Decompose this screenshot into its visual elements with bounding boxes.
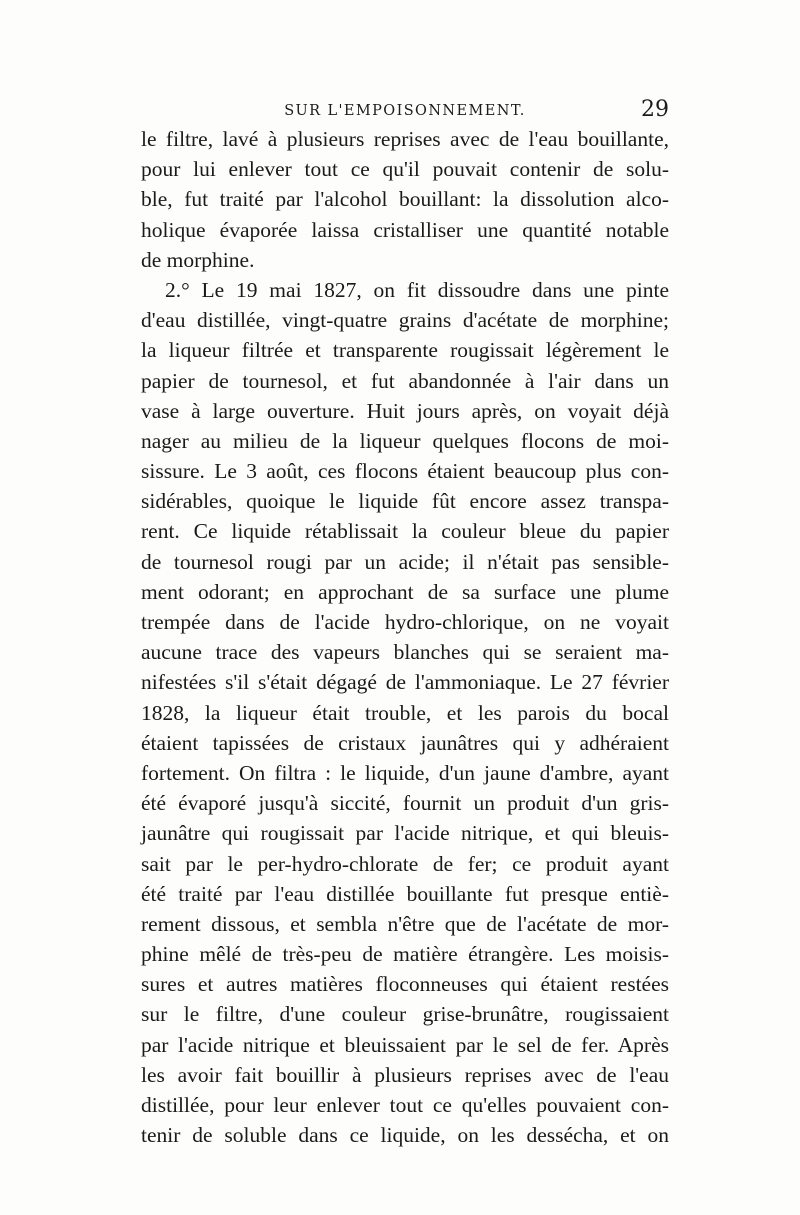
text-line: phine mêlé de très-peu de matière étrangère. Les moisis-: [141, 942, 669, 967]
text-line: holique évaporée laissa cristalliser une quantité notable: [141, 217, 669, 242]
text-line: jaunâtre qui rougissait par l'acide nitrique, et qui bleuis-: [141, 821, 669, 846]
text-line: sait par le per-hydro-chlorate de fer; ce produit ayant: [141, 851, 669, 876]
text-line: trempée dans de l'acide hydro-chlorique, on ne voyait: [141, 610, 669, 634]
text-line: été évaporé jusqu'à siccité, fournit un produit d'un gris-: [141, 791, 669, 816]
text-line: pour lui enlever tout ce qu'il pouvait contenir de solu-: [141, 157, 669, 182]
text-line: les avoir fait bouillir à plusieurs reprises avec de l'eau: [141, 1062, 669, 1087]
text-line: tenir de soluble dans ce liquide, on les dessécha, et on: [141, 1123, 669, 1148]
running-head: SUR L'EMPOISONNEMENT.: [284, 103, 526, 119]
text-line: ment odorant; en approchant de sa surface une plume: [141, 579, 669, 604]
text-line: 2.° Le 19 mai 1827, on fit dissoudre dans une pinte: [165, 277, 669, 302]
page-number: 29: [641, 97, 669, 122]
page-header: [141, 97, 669, 127]
text-line: étaient tapissées de cristaux jaunâtres qui y adhéraient: [141, 730, 669, 755]
text-line: d'eau distillée, vingt-quatre grains d'acétate de morphine;: [141, 308, 669, 333]
text-line: sissure. Le 3 août, ces flocons étaient beaucoup plus con-: [141, 459, 669, 484]
text-line: sur le filtre, d'une couleur grise-brunâtre, rougissaient: [141, 1002, 669, 1027]
text-line: de morphine.: [141, 247, 255, 272]
text-line: sidérables, quoique le liquide fût encore assez transpa-: [141, 489, 669, 514]
text-line: vase à large ouverture. Huit jours après, on voyait déjà: [141, 398, 669, 423]
text-line: été traité par l'eau distillée bouillante fut presque entiè-: [141, 881, 669, 906]
text-line: 1828, la liqueur était trouble, et les parois du bocal: [141, 700, 669, 725]
text-line: rement dissous, et sembla n'être que de l'acétate de mor-: [141, 911, 669, 936]
text-line: aucune trace des vapeurs blanches qui se seraient ma-: [141, 640, 669, 665]
text-line: nager au milieu de la liqueur quelques flocons de moi-: [141, 428, 669, 453]
text-line: rent. Ce liquide rétablissait la couleur bleue du papier: [141, 519, 669, 544]
text-line: ble, fut traité par l'alcohol bouillant: la dissolution alco-: [141, 187, 669, 212]
text-line: papier de tournesol, et fut abandonnée à l'air dans un: [141, 368, 669, 393]
text-line: le filtre, lavé à plusieurs reprises avec de l'eau bouillante,: [141, 127, 669, 151]
text-line: de tournesol rougi par un acide; il n'était pas sensible-: [141, 549, 669, 574]
text-line: fortement. On filtra : le liquide, d'un jaune d'ambre, ayant: [141, 760, 669, 785]
text-line: sures et autres matières floconneuses qui étaient restées: [141, 972, 669, 997]
body-text: [141, 124, 669, 1150]
text-line: par l'acide nitrique et bleuissaient par le sel de fer. Après: [141, 1032, 669, 1057]
text-line: nifestées s'il s'était dégagé de l'ammoniaque. Le 27 février: [141, 670, 669, 695]
text-line: distillée, pour leur enlever tout ce qu'elles pouvaient con-: [141, 1093, 669, 1117]
text-line: la liqueur filtrée et transparente rougissait légèrement le: [141, 338, 669, 363]
